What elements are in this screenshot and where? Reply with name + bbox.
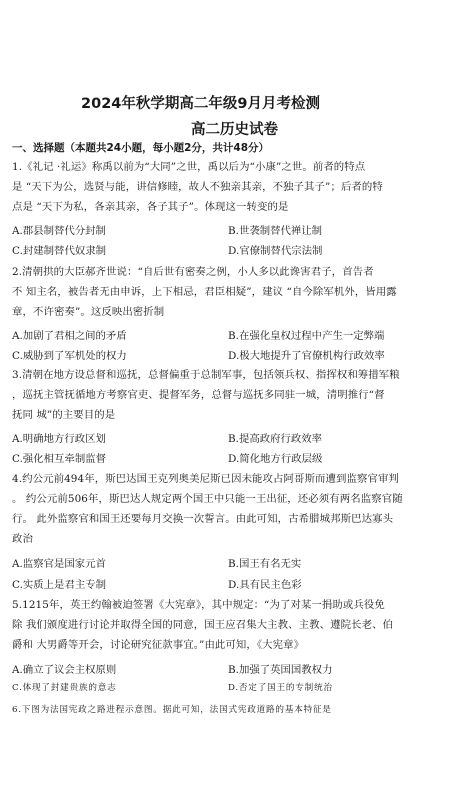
q4-line-4: 政治: [12, 533, 33, 545]
q2-line-1: 2.清朝拱的大臣郝齐世说：“自后世有密奏之例，小人多以此谗害君子，首告者: [12, 266, 374, 278]
q2-line-2: 不 知主名，被告者无由申诉，上下相忌，君臣相疑”，建议 “自今除军机外，皆用露: [12, 286, 397, 298]
q3-line-2: ，巡抚主管抚循地方考察官吏、提督军务，总督与巡抚多同驻一城，清明推行“督: [12, 389, 385, 401]
q4-line-3: 行。 此外监察官和国王还要每月交换一次誓言。由此可知，古希腊城邦斯巴达寡头: [12, 513, 394, 525]
q4-option-a: A.监察官是国家元首: [12, 558, 106, 570]
q2-option-a: A.加剧了君相之间的矛盾: [12, 330, 127, 342]
q2-option-b: B.在强化皇权过程中产生一定弊端: [228, 330, 385, 342]
q5-line-3: 爵和 大男爵等开会，讨论研究征款事宜。”由此可知，《大宪章》: [12, 639, 305, 651]
q1-line-2: 是 “天下为公，选贤与能，讲信修睦，故人不独亲其亲，不独子其子”；后者的特: [12, 181, 383, 193]
q4-line-2: 。 约公元前506年，斯巴达人规定两个国王中只能一王出征，还必须有两名监察官随: [12, 493, 403, 505]
q2-line-3: 章，不许密奏”。这反映出密折制: [12, 306, 165, 318]
q5-option-d: D.否定了国王的专制统治: [228, 683, 333, 693]
q5-line-1: 5.1215年，英王约翰被迫签署《大宪章》，其中规定：“为了对某一捐助或兵役免: [12, 599, 385, 611]
q3-option-a: A.明确地方行政区划: [12, 433, 106, 445]
q3-line-1: 3.清朝在地方设总督和巡抚，总督偏重于总制军事，包括领兵权、指挥权和筹措军粮: [12, 369, 400, 381]
q1-option-d: D.官僚制替代宗法制: [228, 245, 323, 257]
q4-option-c: C.实质上是君主专制: [12, 579, 107, 591]
q4-option-b: B.国王有名无实: [228, 558, 302, 570]
q4-option-d: D.具有民主色彩: [228, 579, 302, 591]
q5-option-b: B.加强了英国国教权力: [228, 664, 333, 676]
q2-option-d: D.极大地提升了官僚机构行政效率: [228, 350, 385, 362]
q5-option-a: A.确立了议会主权原则: [12, 664, 117, 676]
q3-option-b: B.提高政府行政效率: [228, 433, 323, 445]
q5-option-c: C.体现了封建贵族的意志: [12, 683, 117, 693]
q3-option-d: D.简化地方行政层级: [228, 453, 323, 465]
section-heading: 一、选择题（本题共24小题，每小题2分，共计48分）: [12, 142, 270, 154]
q6-line-1: 6.下图为法国宪政之路进程示意图。据此可知，法国式宪政道路的基本特征是: [12, 705, 332, 715]
q1-line-3: 点是 “天下为私，各亲其亲，各子其子”。体现这一转变的是: [12, 201, 289, 213]
q1-line-1: 1.《礼记 ·礼运》称禹以前为“大同”之世，禹以后为“小康”之世。前者的特点: [12, 161, 366, 173]
q4-line-1: 4.约公元前494年，斯巴达国王克列奥美尼斯已因未能攻占阿哥斯而遭到监察官审判: [12, 473, 399, 485]
q2-option-c: C.威胁到了军机处的权力: [12, 350, 127, 362]
q3-option-c: C.强化相互牵制监督: [12, 453, 107, 465]
q3-line-3: 抚同 城”的主要目的是: [12, 409, 116, 421]
q1-option-b: B.世袭制替代禅让制: [228, 225, 323, 237]
q5-line-2: 除 我们颁度进行讨论并取得全国的同意，国王应召集大主教、主教、遵院长老、伯: [12, 619, 394, 631]
q1-option-a: A.郡县制替代分封制: [12, 225, 106, 237]
q1-option-c: C.封建制替代奴隶制: [12, 245, 107, 257]
exam-subtitle: 高二历史试卷: [191, 122, 278, 138]
exam-title: 2024年秋学期高二年级9月月考检测: [81, 96, 320, 112]
